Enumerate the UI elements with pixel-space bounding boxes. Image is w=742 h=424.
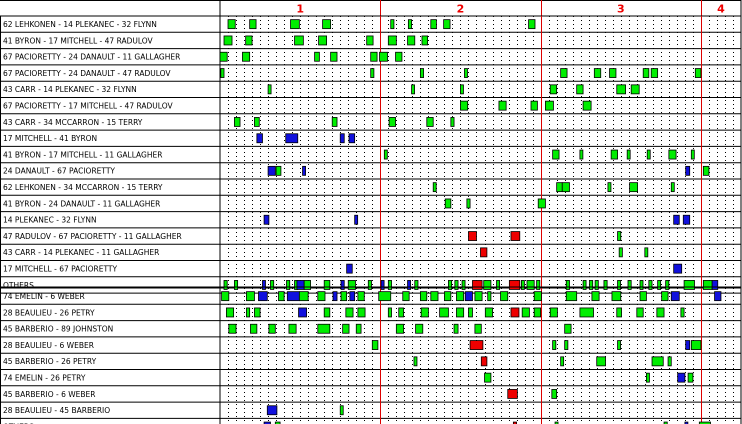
defense-shift-bar [668, 357, 671, 366]
defense-shift-bar [246, 308, 249, 317]
defense-shift-bar [229, 324, 236, 333]
defense-shift-bar [289, 324, 296, 333]
defense-line-label: 74 EMELIN - 26 PETRY [3, 373, 86, 383]
forward-shift-bar [340, 134, 344, 143]
defense-line-label: 45 BARBERIO - 26 PETRY [3, 357, 97, 367]
forward-shift-bar [287, 280, 290, 289]
forward-line-label: 41 BYRON - 24 DANAULT - 11 GALLAGHER [3, 199, 161, 209]
forward-shift-bar [666, 280, 669, 289]
forward-shift-bar [658, 280, 661, 289]
defense-shift-bar [511, 308, 519, 317]
defense-shift-bar [414, 357, 417, 366]
forward-shift-bar [422, 36, 428, 45]
defense-shift-bar [350, 292, 355, 301]
defense-shift-bar [565, 341, 568, 350]
forward-shift-bar [297, 280, 304, 289]
forward-shift-bar [276, 166, 281, 175]
forward-shift-bar [683, 215, 689, 224]
forward-shift-bar [324, 280, 330, 289]
forward-line-label: 14 PLEKANEC - 32 FLYNN [3, 215, 97, 225]
defense-shift-bar [686, 341, 690, 350]
forward-line-label: 43 CARR - 14 PLEKANEC - 32 FLYNN [3, 85, 137, 95]
defense-shift-bar [485, 308, 492, 317]
forward-shift-bar [391, 20, 394, 29]
defense-shift-bar [550, 308, 557, 317]
forward-shift-bar [674, 264, 682, 273]
forward-shift-bar [323, 20, 331, 29]
forward-shift-bar [315, 52, 320, 61]
period-label-1: 1 [296, 2, 304, 16]
forward-shift-bar [618, 280, 621, 289]
forward-shift-bar [295, 36, 304, 45]
forward-shift-bar [643, 69, 649, 78]
forward-shift-bar [608, 183, 611, 192]
forward-shift-bar [537, 280, 540, 289]
forward-shift-bar [499, 101, 506, 110]
forward-line-label: 67 PACIORETTY - 24 DANAULT - 47 RADULOV [3, 68, 171, 78]
forward-shift-bar [388, 36, 396, 45]
defense-shift-bar [475, 324, 481, 333]
defense-shift-bar [617, 308, 622, 317]
forward-shift-bar [577, 85, 583, 94]
forward-shift-bar [221, 69, 224, 78]
defense-shift-bar [592, 292, 599, 301]
defense-shift-bar [226, 308, 233, 317]
forward-shift-bar [349, 134, 355, 143]
forward-shift-bar [712, 280, 718, 289]
defense-shift-bar [566, 292, 576, 301]
forward-shift-bar [511, 232, 520, 241]
defense-shift-bar [552, 389, 557, 398]
forward-shift-bar [348, 280, 355, 289]
defense-shift-bar [431, 292, 438, 301]
forward-shift-bar [268, 85, 271, 94]
forward-shift-bar [250, 20, 256, 29]
defense-shift-bar [475, 292, 482, 301]
forward-line-label: 43 CARR - 34 MCCARRON - 15 TERRY [3, 117, 143, 127]
defense-shift-bar [681, 308, 684, 317]
defense-shift-bar [580, 308, 594, 317]
forward-shift-bar [481, 248, 487, 257]
defense-shift-bar [358, 292, 364, 301]
defense-shift-bar [440, 308, 449, 317]
forward-shift-bar [367, 36, 373, 45]
forward-shift-bar [433, 183, 436, 192]
defense-shift-bar [279, 292, 285, 301]
forward-shift-bar [464, 69, 467, 78]
forward-shift-bar [484, 280, 491, 289]
forward-shift-bar [389, 117, 395, 126]
forward-shift-bar [550, 85, 556, 94]
forward-shift-bar [617, 85, 626, 94]
defense-shift-bar [597, 357, 606, 366]
forward-shift-bar [408, 280, 411, 289]
forward-shift-bar [371, 52, 377, 61]
forward-shift-bar [380, 52, 388, 61]
defense-shift-bar [396, 324, 403, 333]
forward-line-label: 62 LEHKONEN - 14 PLEKANEC - 32 FLYNN [3, 19, 157, 29]
forward-shift-bar [368, 280, 371, 289]
forward-shift-bar [561, 69, 567, 78]
defense-shift-bar [454, 324, 458, 333]
forward-shift-bar [472, 280, 482, 289]
forward-shift-bar [645, 248, 648, 257]
defense-shift-bar [358, 308, 365, 317]
defense-shift-bar [715, 292, 721, 301]
forward-shift-bar [595, 280, 598, 289]
forward-shift-bar [462, 280, 465, 289]
defense-shift-bar [416, 324, 423, 333]
forward-shift-bar [427, 117, 433, 126]
defense-line-label: 74 EMELIN - 6 WEBER [3, 291, 85, 301]
defense-shift-bar [691, 341, 701, 350]
forward-shift-bar [531, 101, 537, 110]
defense-shift-bar [470, 341, 483, 350]
period-label-3: 3 [616, 2, 625, 16]
defense-shift-bar [553, 341, 556, 350]
defense-shift-bar [222, 292, 229, 301]
forward-shift-bar [224, 36, 232, 45]
defense-shift-bar [671, 292, 679, 301]
forward-line-label: 17 MITCHELL - 67 PACIORETTY [3, 264, 118, 274]
defense-shift-bar [646, 373, 649, 382]
defense-shift-bar [340, 406, 343, 415]
forward-shift-bar [467, 199, 470, 208]
forward-shift-bar [538, 199, 545, 208]
defense-shift-bar [444, 292, 450, 301]
defense-shift-bar [561, 357, 564, 366]
forward-line-label: 62 LEHKONEN - 34 MCCARRON - 15 TERRY [3, 182, 163, 192]
forward-shift-bar [381, 280, 384, 289]
forward-line-label: 47 RADULOV - 67 PACIORETTY - 11 GALLAGHER [3, 231, 182, 241]
defense-shift-bar [456, 292, 463, 301]
forward-shift-bar [332, 117, 337, 126]
forward-shift-bar [455, 280, 458, 289]
forward-line-label: 67 PACIORETTY - 17 MITCHELL - 47 RADULOV [3, 101, 173, 111]
forward-line-label: 41 BYRON - 17 MITCHELL - 11 GALLAGHER [3, 150, 163, 160]
defense-line-label: 45 BARBERIO - 89 JOHNSTON [3, 324, 114, 334]
defense-shift-bar [299, 308, 307, 317]
forward-shift-bar [703, 280, 712, 289]
defense-line-label: 28 BEAULIEU - 6 WEBER [3, 340, 94, 350]
defense-shift-bar [346, 308, 353, 317]
forward-shift-bar [408, 36, 415, 45]
forward-shift-bar [594, 69, 600, 78]
defense-shift-bar [488, 292, 491, 301]
forward-shift-bar [371, 69, 374, 78]
defense-shift-bar [637, 308, 643, 317]
forward-shift-bar [583, 280, 586, 289]
defense-shift-bar [269, 324, 275, 333]
forward-shift-bar [619, 248, 622, 257]
forward-shift-bar [686, 166, 690, 175]
defense-shift-bar [534, 308, 540, 317]
forward-shift-bar [319, 36, 327, 45]
forward-shift-bar [224, 280, 227, 289]
defense-shift-bar [612, 292, 621, 301]
forward-shift-bar [304, 280, 310, 289]
defense-shift-bar [356, 324, 361, 333]
forward-shift-bar [647, 150, 650, 159]
defense-shift-bar [399, 308, 404, 317]
defense-line-label: 28 BEAULIEU - 26 PETRY [3, 308, 95, 318]
defense-shift-bar [652, 357, 663, 366]
forward-shift-bar [254, 117, 259, 126]
forward-shift-bar [257, 134, 263, 143]
defense-shift-bar [662, 292, 668, 301]
defense-shift-bar [254, 308, 260, 317]
forward-shift-bar [262, 280, 265, 289]
forward-shift-bar [415, 280, 418, 289]
defense-shift-bar [657, 308, 664, 317]
period-label-2: 2 [456, 2, 465, 16]
defense-shift-bar [456, 308, 463, 317]
forward-shift-bar [529, 20, 535, 29]
forward-line-label: 24 DANAULT - 67 PACIORETTY [3, 166, 116, 176]
forward-shift-bar [618, 232, 621, 241]
forward-shift-bar [640, 280, 643, 289]
forward-line-label: 17 MITCHELL - 41 BYRON [3, 134, 98, 144]
forward-shift-bar [286, 134, 298, 143]
defense-shift-bar [403, 292, 409, 301]
forward-shift-bar [521, 280, 524, 289]
defense-shift-bar [379, 292, 391, 301]
forward-shift-bar [651, 69, 657, 78]
forward-line-label: 67 PACIORETTY - 24 DANAULT - 11 GALLAGHER [3, 52, 181, 62]
defense-shift-bar [246, 292, 254, 301]
forward-shift-bar [674, 215, 680, 224]
forward-shift-bar [590, 280, 593, 289]
forward-shift-bar [451, 117, 454, 126]
defense-line-label: 45 BARBERIO - 6 WEBER [3, 389, 96, 399]
forward-shift-bar [684, 280, 694, 289]
forward-shift-bar [497, 280, 500, 289]
forward-shift-bar [604, 280, 607, 289]
forward-shift-bar [649, 280, 652, 289]
forward-shift-bar [268, 166, 275, 175]
forward-shift-bar [264, 215, 269, 224]
forward-shift-bar [234, 280, 237, 289]
defense-shift-bar [534, 292, 541, 301]
forward-shift-bar [388, 280, 391, 289]
forward-shift-bar [580, 150, 583, 159]
forward-shift-bar [220, 52, 227, 61]
forward-shift-bar [695, 69, 701, 78]
defense-shift-bar [640, 292, 646, 301]
forward-shift-bar [611, 150, 617, 159]
defense-shift-bar [508, 389, 518, 398]
forward-shift-bar [628, 280, 631, 289]
defense-shift-bar [318, 324, 330, 333]
defense-shift-bar [343, 324, 349, 333]
forward-line-label: 43 CARR - 14 PLEKANEC - 11 GALLAGHER [3, 248, 160, 258]
forward-shift-bar [431, 20, 437, 29]
forward-shift-bar [671, 183, 674, 192]
defense-shift-bar [501, 292, 508, 301]
forward-shift-bar [420, 69, 423, 78]
forward-shift-bar [228, 20, 235, 29]
forward-shift-bar [270, 280, 273, 289]
forward-shift-bar [630, 183, 638, 192]
defense-shift-bar [324, 308, 330, 317]
forward-shift-bar [566, 280, 569, 289]
defense-shift-bar [481, 357, 487, 366]
forward-shift-bar [553, 150, 559, 159]
defense-shift-bar [565, 324, 571, 333]
forward-line-label: 41 BYRON - 17 MITCHELL - 47 RADULOV [3, 36, 153, 46]
defense-shift-bar [299, 292, 308, 301]
forward-shift-bar [545, 101, 553, 110]
defense-shift-bar [258, 292, 267, 301]
defense-shift-bar [250, 324, 256, 333]
defense-shift-bar [372, 341, 378, 350]
forward-shift-bar [234, 117, 240, 126]
forward-shift-bar [627, 150, 630, 159]
forward-shift-bar [331, 52, 337, 61]
defense-shift-bar [287, 292, 299, 301]
forward-shift-bar [691, 150, 694, 159]
defense-shift-bar [485, 373, 491, 382]
forward-shift-bar [242, 52, 249, 61]
defense-shift-bar [341, 292, 347, 301]
forward-shift-bar [583, 101, 591, 110]
defense-shift-bar [421, 308, 428, 317]
defense-shift-bar [318, 292, 325, 301]
forward-shift-bar [460, 101, 467, 110]
forward-shift-bar [703, 166, 709, 175]
defense-shift-bar [465, 292, 472, 301]
defense-shift-bar [468, 308, 472, 317]
defense-shift-bar [333, 292, 337, 301]
forward-shift-bar [303, 166, 306, 175]
forward-shift-bar [460, 85, 463, 94]
forward-shift-bar [610, 69, 616, 78]
forward-shift-bar [355, 215, 358, 224]
defense-shift-bar [618, 341, 621, 350]
forward-shift-bar [468, 232, 476, 241]
forward-shift-bar [509, 280, 519, 289]
forward-shift-bar [341, 280, 344, 289]
forward-shift-bar [444, 20, 450, 29]
forward-shift-bar [291, 20, 300, 29]
defense-shift-bar [688, 373, 693, 382]
defense-shift-bar [420, 292, 426, 301]
defense-shift-bar [267, 406, 277, 415]
forward-shift-bar [246, 36, 252, 45]
forward-shift-bar [631, 85, 639, 94]
forward-shift-bar [445, 199, 451, 208]
forward-shift-bar [448, 280, 451, 289]
forward-shift-bar [396, 52, 402, 61]
forward-shift-bar [408, 20, 411, 29]
defense-shift-bar [388, 308, 391, 317]
forward-line-label: OTHERS [3, 280, 34, 290]
forward-shift-bar [347, 264, 353, 273]
period-label-4: 4 [717, 2, 725, 16]
forward-shift-bar [384, 150, 387, 159]
forward-shift-bar [557, 183, 563, 192]
defense-shift-bar [678, 373, 685, 382]
forward-shift-bar [412, 85, 415, 94]
forward-shift-bar [562, 183, 569, 192]
defense-line-label: 28 BEAULIEU - 45 BARBERIO [3, 406, 111, 416]
defense-shift-bar [522, 308, 529, 317]
forward-shift-bar [669, 150, 676, 159]
forward-shift-bar [527, 280, 534, 289]
